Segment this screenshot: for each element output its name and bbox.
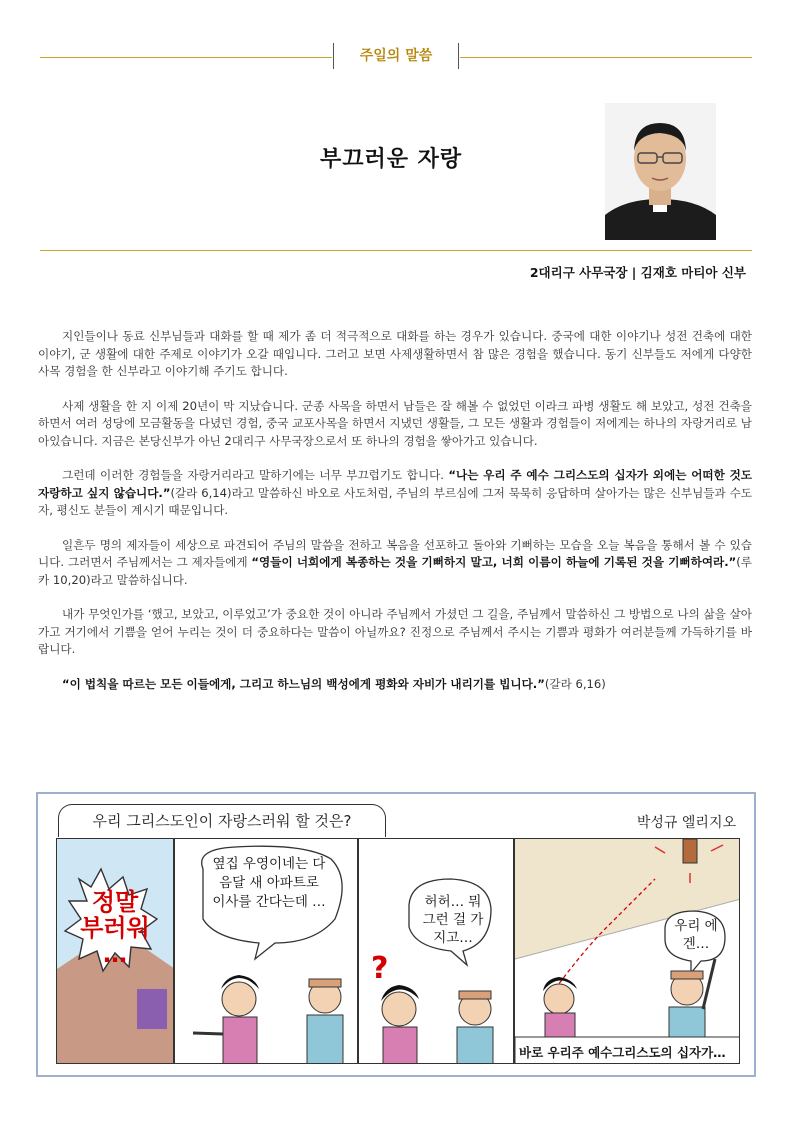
title-rule xyxy=(40,250,752,251)
header-rule-right xyxy=(460,57,752,58)
paragraph-2: 사제 생활을 한 지 이제 20년이 막 지났습니다. 군종 사목을 하면서 남들은 잘 해볼 수 없었던 이라크 파병 생활도 해 보았고, 성전 건축을 하면서 여러 성당에 모금활동을 다녔던 경험, 중국 교포사목을 하면서 지냈던 생활들, 그 모든 생활과 경험들이 저에게는 하나의 자랑거리로 남아있습니다. 지금은 본당신부가 아닌 2대리구 사무국장으로서 또 하나의 경험을 쌓아가고 있습니다. xyxy=(38,398,752,448)
panel-1-shout: 정말 부러워 … xyxy=(80,888,150,968)
scripture-quote: “나는 우리 주 예수 그리스도의 십자가 외에는 어떠한 것도 자랑하고 싶지 않습니다.” xyxy=(38,468,752,500)
panel-4-caption: 바로 우리주 예수그리스도의 십자가… xyxy=(519,1045,726,1060)
article-body xyxy=(38,328,752,710)
panel-4-speech: 우리 에겐… xyxy=(674,918,718,952)
comic-panel-1 xyxy=(56,838,174,1064)
section-label: 주일의 말씀 xyxy=(333,43,459,69)
comic-panel-2 xyxy=(174,838,358,1064)
comic-strip xyxy=(36,792,756,1077)
paragraph-1: 지인들이나 동료 신부님들과 대화를 할 때 제가 좀 더 적극적으로 대화를 하는 경우가 있습니다. 중국에 대한 이야기나 성전 건축에 대한 이야기, 군 생활에 대한 주제로 이야기가 오갈 때입니다. 그러고 보면 사제생활하면서 참 많은 경험을 했습니다. 동기 신부들도 저에게 다양한 사목 경험을 한 신부라고 이야기해 주기도 합니다. xyxy=(38,329,752,378)
paragraph-4: 일흔두 명의 제자들이 세상으로 파견되어 주님의 말씀을 전하고 복음을 선포하고 돌아와 기뻐하는 모습을 오늘 복음을 통해서 볼 수 있습니다. 그러면서 주님께서는 그 제자들에게 “영들이 너희에게 복종하는 것을 기뻐하지 말고, 너희 이름이 하늘에 기록된 것을 기뻐하여라.”(루카 10,20)라고 말씀하십니다. xyxy=(38,537,752,587)
author-byline: 2대리구 사무국장 | 김재호 마티아 신부 xyxy=(529,265,746,280)
comic-title: 우리 그리스도인이 자랑스러워 할 것은? xyxy=(58,804,386,837)
scripture-quote: “영들이 너희에게 복종하는 것을 기뻐하지 말고, 너희 이름이 하늘에 기록된 것을 기뻐하여라.” xyxy=(251,555,737,569)
comic-author: 박성규 엘리지오 xyxy=(636,815,736,831)
author-photo xyxy=(605,103,716,240)
paragraph-6: “이 법칙을 따르는 모든 이들에게, 그리고 하느님의 백성에게 평화와 자비가 내리기를 빕니다.”(갈라 6,16) xyxy=(62,676,606,691)
panel-3-question-mark: ? xyxy=(371,951,389,986)
comic-panel-4 xyxy=(514,838,740,1064)
panel-2-speech: 옆집 우영이네는 다음달 새 아파트로 이사를 간다는데 … xyxy=(212,856,326,910)
header-rule-left xyxy=(40,57,332,58)
comic-panel-3 xyxy=(358,838,514,1064)
panel-3-speech: 허허… 뭐 그런 걸 가지고… xyxy=(422,894,484,946)
scripture-quote: “이 법칙을 따르는 모든 이들에게, 그리고 하느님의 백성에게 평화와 자비가 내리기를 빕니다.” xyxy=(62,676,545,691)
paragraph-5: 내가 무엇인가를 ‘했고, 보았고, 이루었고’가 중요한 것이 아니라 주님께서 가셨던 그 길을, 주님께서 말씀하신 그 방법으로 나의 삶을 살아가고 거기에서 기쁨을 얻어 누리는 것이 더 중요하다는 말씀이 아닐까요? 진정으로 주님께서 주시는 기쁨과 평화가 여러분들께 가득하기를 바랍니다. xyxy=(38,607,752,656)
article-title: 부끄러운 자랑 xyxy=(320,147,463,172)
paragraph-3: 그런데 이러한 경험들을 자랑거리라고 말하기에는 너무 부끄럽기도 합니다. “나는 우리 주 예수 그리스도의 십자가 외에는 어떠한 것도 자랑하고 싶지 않습니다.”(갈라 6,14)라고 말씀하신 바오로 사도처럼, 주님의 부르심에 그저 묵묵히 응답하며 살아가는 많은 신부님들과 수도자, 평신도 분들이 계시기 때문입니다. xyxy=(38,468,752,517)
